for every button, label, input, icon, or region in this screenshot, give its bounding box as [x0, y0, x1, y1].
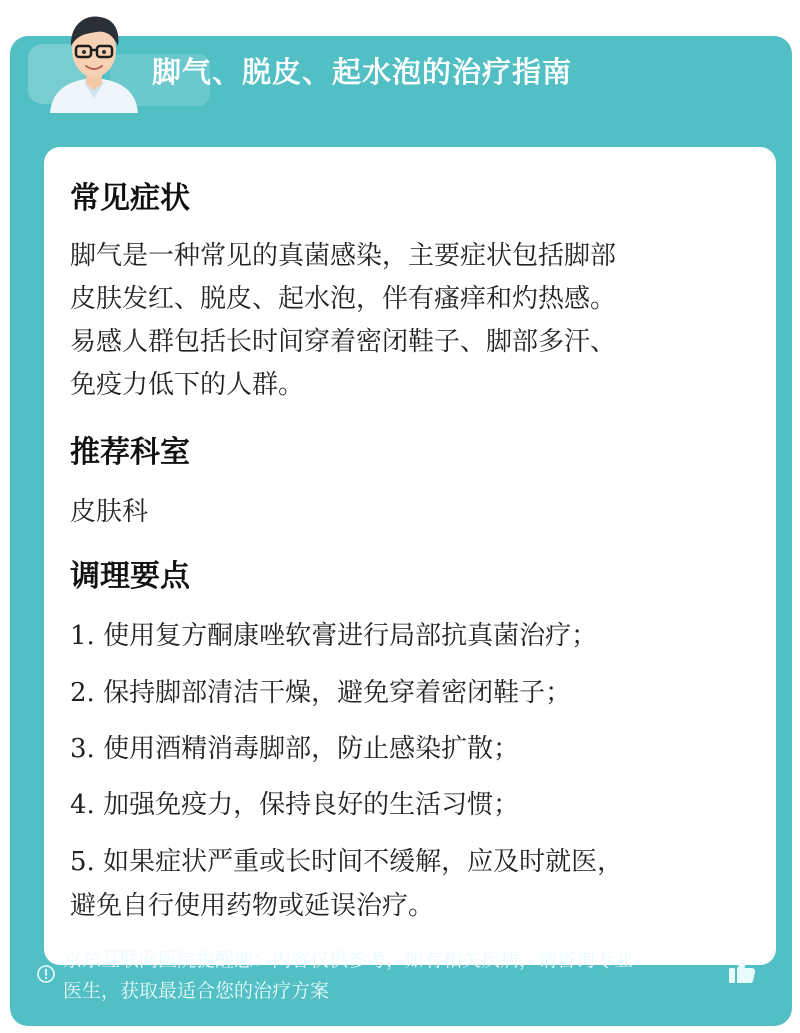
department-value: 皮肤科 — [70, 497, 149, 527]
care-item-text: 保持脚部清洁干燥，避免穿着密闭鞋子； — [94, 678, 572, 708]
info-icon — [36, 964, 56, 984]
page-title: 脚气、脱皮、起水泡的治疗指南 — [152, 55, 573, 89]
symptoms-line: 免疫力低下的人群。 — [70, 370, 305, 400]
care-item-text: 加强免疫力，保持良好的生活习惯； — [94, 790, 520, 820]
care-item-text: 使用酒精消毒脚部，防止感染扩散； — [94, 734, 520, 764]
care-item — [70, 727, 750, 771]
care-item-number: 1. — [70, 621, 95, 651]
care-item — [70, 614, 750, 658]
care-item-number: 3. — [70, 734, 95, 764]
department-heading: 推荐科室 — [70, 435, 190, 470]
symptoms-heading: 常见症状 — [70, 181, 190, 216]
disclaimer-line: 京东互联网医院提醒您：内容仅供参考，如有相关疾病，请咨询专业 — [63, 949, 634, 971]
symptoms-line: 皮肤发红、脱皮、起水泡，伴有瘙痒和灼热感。 — [70, 284, 617, 314]
content-card — [44, 147, 776, 965]
care-item-text-continued: 避免自行使用药物或延误治疗。 — [70, 891, 435, 921]
care-item-text: 使用复方酮康唑软膏进行局部抗真菌治疗； — [94, 621, 598, 651]
care-item — [70, 840, 750, 928]
care-item — [70, 783, 750, 827]
symptoms-text — [70, 235, 750, 407]
care-heading: 调理要点 — [70, 559, 190, 594]
guide-panel — [10, 36, 792, 1026]
thumbs-up-icon[interactable] — [726, 955, 758, 987]
care-item-number: 2. — [70, 678, 95, 708]
care-item — [70, 671, 750, 715]
disclaimer-line: 医生，获取最适合您的治疗方案 — [63, 980, 330, 1002]
symptoms-line: 脚气是一种常见的真菌感染，主要症状包括脚部 — [70, 241, 617, 271]
disclaimer — [63, 945, 728, 1007]
care-item-number: 4. — [70, 790, 95, 820]
care-item-text: 如果症状严重或长时间不缓解，应及时就医， — [94, 847, 624, 877]
care-item-number: 5. — [70, 847, 95, 877]
symptoms-line: 易感人群包括长时间穿着密闭鞋子、脚部多汗、 — [70, 327, 617, 357]
doctor-avatar — [40, 8, 148, 113]
